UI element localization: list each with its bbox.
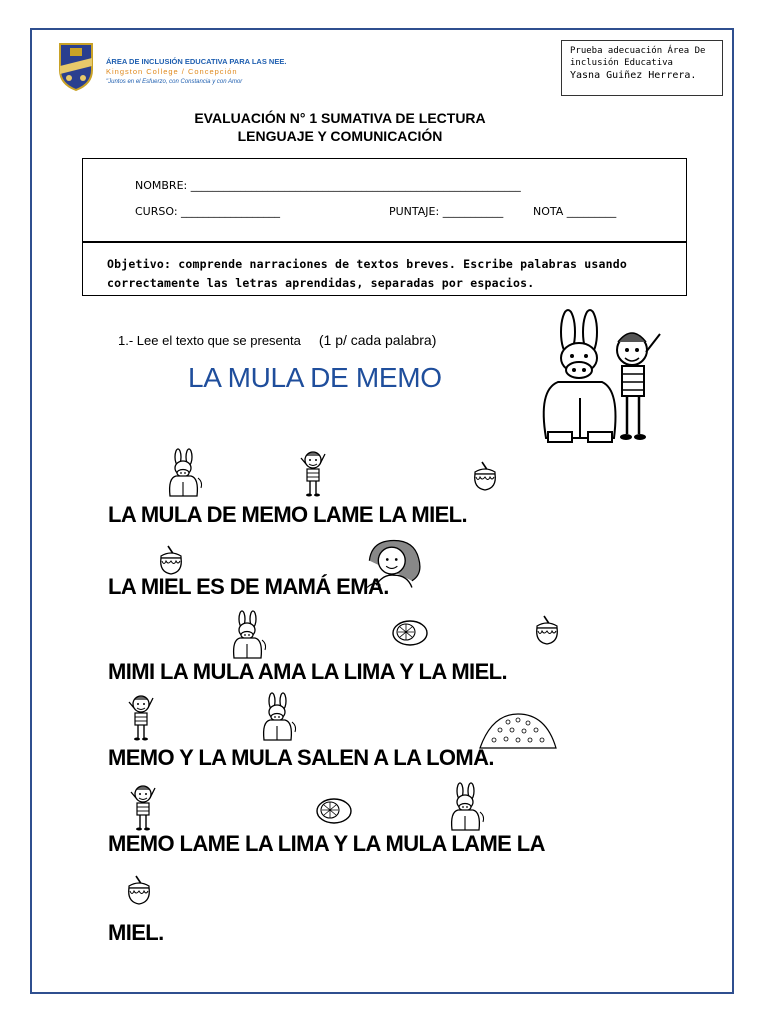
instruction: [118, 332, 436, 348]
school-campus: Kingston College / Concepción: [106, 67, 238, 77]
lime-icon: [390, 618, 430, 648]
school-name: ÁREA DE INCLUSIÓN EDUCATIVA PARA LAS NEE.: [106, 57, 287, 66]
honey-pot-icon: [532, 614, 562, 646]
objective-line: Objetivo: comprende narraciones de textos breves. Escribe palabras usando: [107, 257, 628, 271]
lime-icon: [314, 796, 354, 826]
story-line: MIEL.: [108, 920, 164, 945]
mule-icon: [258, 692, 298, 742]
exam-subject: LENGUAJE Y COMUNICACIÓN: [237, 128, 443, 144]
boy-icon: [298, 448, 328, 498]
objective-line: correctamente las letras aprendidas, separadas por espacios.: [107, 275, 535, 290]
honey-pot-icon: [124, 874, 154, 906]
story-title: LA MULA DE MEMO: [188, 362, 442, 393]
exam-title: EVALUACIÓN N° 1 SUMATIVA DE LECTURA: [194, 110, 486, 126]
school-info: [106, 58, 286, 85]
name-field[interactable]: NOMBRE: ____________________________________________________________: [135, 179, 521, 192]
hill-icon: [478, 710, 558, 750]
instruction-points: (1 p/ cada palabra): [318, 332, 437, 348]
note-line: inclusión Educativa: [570, 58, 673, 69]
instruction-text: 1.- Lee el texto que se presenta: [118, 333, 301, 348]
honey-pot-icon: [156, 544, 186, 576]
mule-and-boy-illustration: [536, 306, 666, 448]
mule-icon: [228, 610, 268, 660]
story-line: MIMI LA MULA AMA LA LIMA Y LA MIEL.: [108, 659, 507, 684]
school-motto: "Juntos en el Esfuerzo, con Constancia y con Amor: [106, 78, 243, 85]
mule-icon: [164, 448, 204, 498]
adaptation-note: [561, 40, 723, 96]
story-line: LA MIEL ES DE MAMÁ EMA.: [108, 574, 389, 599]
story-line: MEMO Y LA MULA SALEN A LA LOMA.: [108, 745, 494, 770]
note-line: Yasna Guiñez Herrera.: [570, 70, 697, 82]
boy-icon: [126, 692, 156, 742]
story-line: MEMO LAME LA LIMA Y LA MULA LAME LA: [108, 831, 545, 856]
student-info-box: [82, 158, 687, 242]
note-line: Prueba adecuación Área De: [570, 46, 706, 56]
score-field[interactable]: PUNTAJE: ___________: [389, 205, 504, 218]
objective-box: [82, 242, 687, 296]
grade-field[interactable]: NOTA _________: [533, 205, 617, 218]
honey-pot-icon: [470, 460, 500, 492]
story-line: LA MULA DE MEMO LAME LA MIEL.: [108, 502, 468, 527]
boy-icon: [128, 782, 158, 832]
school-crest-icon: [56, 40, 96, 92]
course-field[interactable]: CURSO: __________________: [135, 205, 281, 218]
mule-icon: [446, 782, 486, 832]
